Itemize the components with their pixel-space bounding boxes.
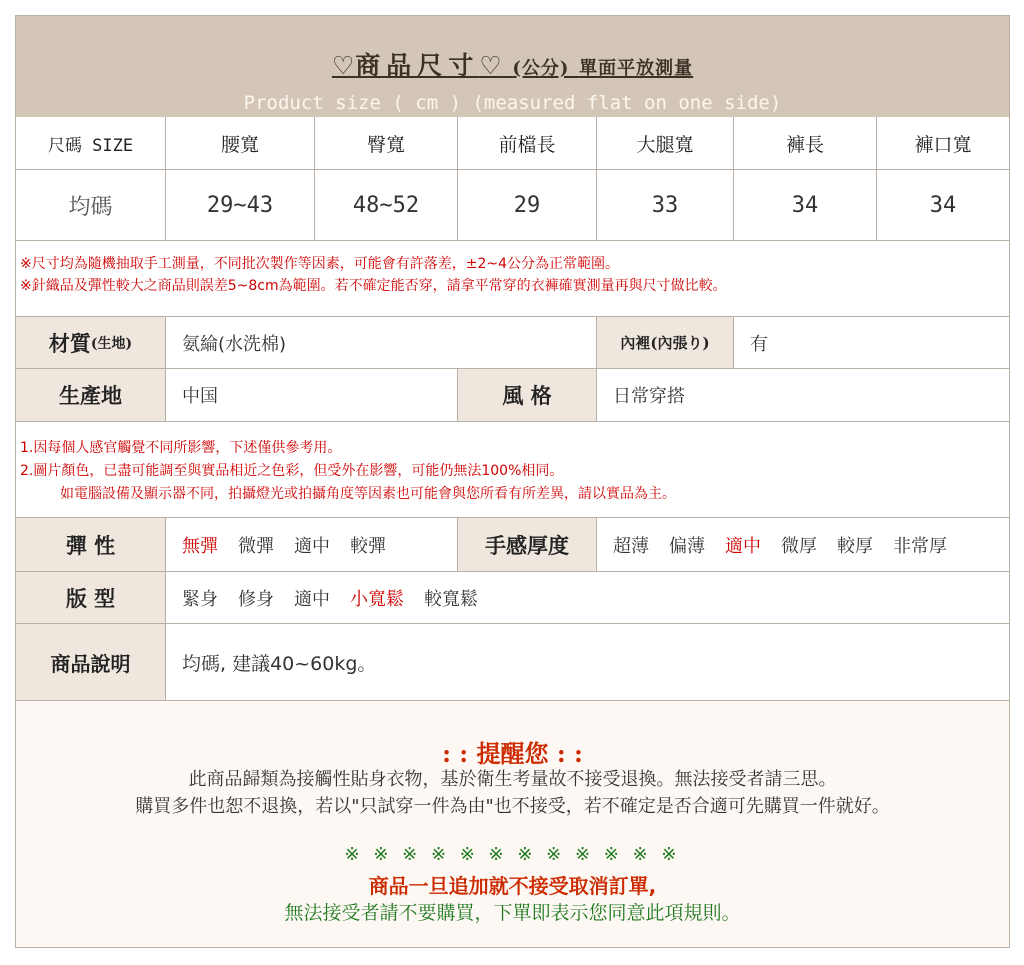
elasticity-option: 較彈 xyxy=(350,535,386,557)
reminder-title: : : 提醒您 : : xyxy=(442,739,583,768)
elasticity-options xyxy=(166,518,458,571)
thickness-option: 超薄 xyxy=(613,535,649,557)
reminder-closing: 無法接受者請不要購買，下單即表示您同意此項規則。 xyxy=(284,902,741,924)
material-row xyxy=(16,317,1009,369)
reminder-line: 購買多件也恕不退換，若以"只試穿一件為由"也不接受，若不確定是否合適可先購買一件就好。 xyxy=(135,796,890,817)
fit-row xyxy=(16,572,1009,624)
note-line: ※針織品及彈性較大之商品則誤差5~8cm為範圍。若不確定能否穿，請拿平常穿的衣褲確實測量再與尺寸做比較。 xyxy=(20,278,727,294)
page-title xyxy=(16,46,1009,82)
elasticity-label: 彈 性 xyxy=(16,518,166,571)
note-line: 2.圖片顏色，已盡可能調至與實品相近之色彩，但受外在影響，可能仍無法100%相同。 xyxy=(20,463,564,479)
length-header-cell: 褲長 xyxy=(734,117,877,169)
title-measure: 單面平放測量 xyxy=(579,58,694,79)
page-subtitle-en: Product size ( cm ) (measured flat on one side) xyxy=(243,92,782,114)
thickness-options xyxy=(597,518,1009,571)
reminder-line: 此商品歸類為接觸性貼身衣物，基於衛生考量故不接受退換。無法接受者請三思。 xyxy=(188,769,837,790)
waist-header-cell: 腰寬 xyxy=(166,117,315,169)
description-row xyxy=(16,624,1009,701)
origin-row xyxy=(16,369,1009,422)
note-line: 如電腦設備及顯示器不同，拍攝燈光或拍攝角度等因素也可能會與您所看有所差異，請以實品為主。 xyxy=(60,486,676,502)
reminder-warning: 商品一旦追加就不接受取消訂單, xyxy=(368,874,657,898)
front-rise-header-cell: 前檔長 xyxy=(458,117,597,169)
fit-option: 修身 xyxy=(238,588,274,610)
thickness-option: 較厚 xyxy=(837,535,873,557)
lining-label: 內裡(內張り) xyxy=(597,317,734,368)
thickness-label: 手感厚度 xyxy=(458,518,597,571)
fit-option: 適中 xyxy=(294,588,330,610)
heart-icon: ♡ xyxy=(331,51,356,80)
size-header-cell: 尺碼 SIZE xyxy=(16,117,166,169)
reminder-section xyxy=(16,701,1009,947)
hem-value-cell: 34 xyxy=(929,192,957,218)
note-line: 1.因每個人感官觸覺不同所影響，下述僅供參考用。 xyxy=(20,440,342,456)
description-value: 均碼, 建議40~60kg。 xyxy=(182,652,377,675)
heart-icon: ♡ xyxy=(479,51,503,80)
thickness-option: 偏薄 xyxy=(669,535,705,557)
color-notes xyxy=(16,422,1009,518)
thickness-option: 微厚 xyxy=(781,535,817,557)
page-header xyxy=(16,16,1009,117)
fit-options xyxy=(166,572,1009,623)
hip-value-cell: 48~52 xyxy=(315,170,458,240)
title-unit: (公分) xyxy=(512,58,570,79)
origin-label: 生產地 xyxy=(16,369,166,421)
front-rise-value-cell: 29 xyxy=(458,170,597,240)
fit-option: 小寬鬆 xyxy=(350,588,404,610)
thigh-value-cell: 33 xyxy=(597,170,734,240)
style-value: 日常穿搭 xyxy=(613,386,685,407)
length-value-cell: 34 xyxy=(734,170,877,240)
measurement-notes xyxy=(16,241,1009,317)
size-value-cell: 均碼 xyxy=(16,170,166,240)
material-value: 氨綸(水洗棉) xyxy=(166,317,597,368)
reminder-stars: ※ ※ ※ ※ ※ ※ ※ ※ ※ ※ ※ ※ xyxy=(344,844,681,865)
note-line: ※尺寸均為隨機抽取手工測量，不同批次製作等因素，可能會有許落差，±2~4公分為正常範圍。 xyxy=(20,256,620,272)
hip-header-cell: 臀寬 xyxy=(315,117,458,169)
style-label: 風 格 xyxy=(458,369,597,421)
elasticity-option: 微彈 xyxy=(238,535,274,557)
description-label: 商品說明 xyxy=(16,624,166,700)
elasticity-option: 適中 xyxy=(294,535,330,557)
waist-value-cell: 29~43 xyxy=(166,170,315,240)
size-table-header-row xyxy=(16,117,1009,170)
thickness-option: 非常厚 xyxy=(893,535,947,557)
fit-option: 緊身 xyxy=(182,588,218,610)
lining-value: 有 xyxy=(750,333,768,355)
elasticity-row xyxy=(16,518,1009,572)
origin-value: 中国 xyxy=(166,369,458,421)
elasticity-option: 無彈 xyxy=(182,535,218,557)
thickness-option: 適中 xyxy=(725,535,761,557)
thigh-header-cell: 大腿寬 xyxy=(597,117,734,169)
hem-header-cell: 褲口寬 xyxy=(914,133,972,156)
fit-option: 較寬鬆 xyxy=(424,588,478,610)
material-label: 材質 (生地) xyxy=(16,317,166,368)
size-table-value-row xyxy=(16,170,1009,241)
fit-label: 版 型 xyxy=(16,572,166,623)
title-text: 商品尺寸 xyxy=(355,51,480,80)
